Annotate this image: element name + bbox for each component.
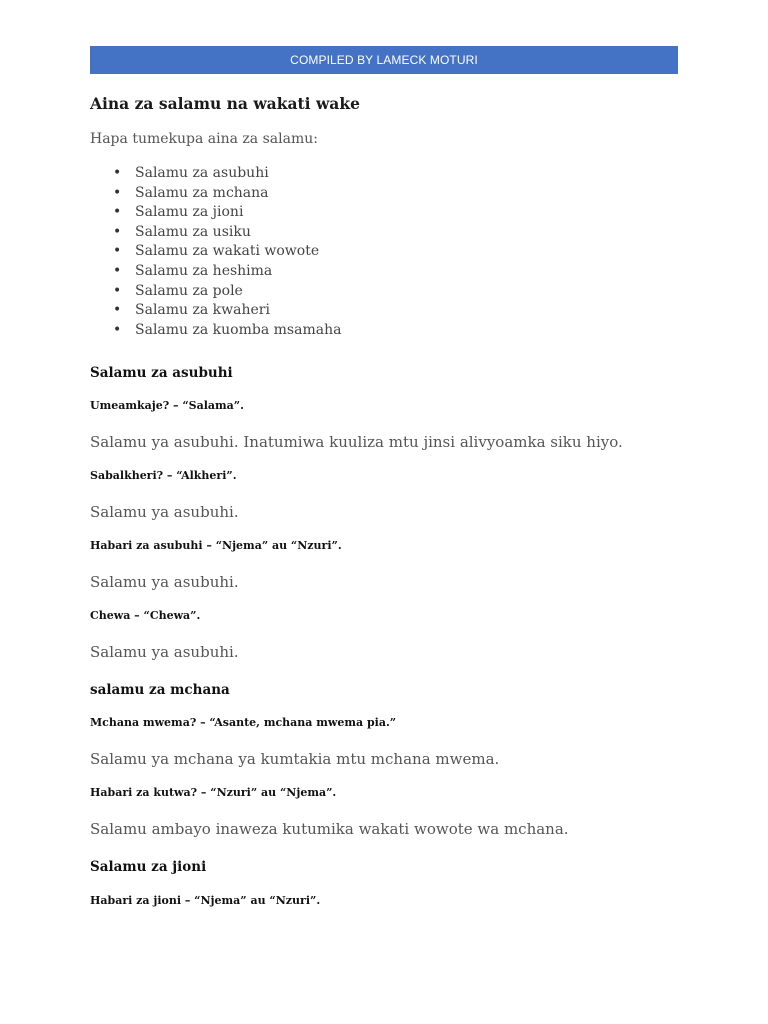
greeting-type-item bbox=[113, 262, 680, 282]
greeting-description: Salamu ya asubuhi. Inatumiwa kuuliza mtu jinsi alivyoamka siku hiyo. bbox=[90, 433, 623, 452]
section-heading: Salamu za jioni bbox=[90, 859, 207, 876]
greeting-type-item bbox=[113, 223, 680, 243]
bullet-icon: • bbox=[113, 204, 122, 221]
document-title: Aina za salamu na wakati wake bbox=[90, 94, 360, 113]
greeting-type-label: Salamu za heshima bbox=[135, 262, 273, 279]
greeting-type-label: Salamu za kwaheri bbox=[135, 302, 270, 319]
greeting-phrase: Habari za asubuhi – “Njema” au “Nzuri”. bbox=[90, 539, 342, 553]
greeting-type-item bbox=[113, 321, 680, 341]
greeting-section bbox=[90, 363, 680, 663]
greeting-description: Salamu ya mchana ya kumtakia mtu mchana mwema. bbox=[90, 750, 500, 769]
greeting-phrase: Umeamkaje? – “Salama”. bbox=[90, 399, 244, 413]
greeting-phrase: Habari za jioni – “Njema” au “Nzuri”. bbox=[90, 894, 321, 908]
greeting-description: Salamu ya asubuhi. bbox=[90, 503, 239, 522]
greeting-type-item bbox=[113, 301, 680, 321]
section-heading: Salamu za asubuhi bbox=[90, 365, 233, 382]
section-heading: salamu za mchana bbox=[90, 682, 230, 699]
greeting-type-label: Salamu za mchana bbox=[135, 184, 269, 201]
bullet-icon: • bbox=[113, 262, 122, 279]
greeting-type-item bbox=[113, 164, 680, 184]
greeting-description: Salamu ambayo inaweza kutumika wakati wowote wa mchana. bbox=[90, 820, 569, 839]
bullet-icon: • bbox=[113, 321, 122, 338]
bullet-icon: • bbox=[113, 302, 122, 319]
bullet-icon: • bbox=[113, 223, 122, 240]
document-body bbox=[90, 92, 680, 909]
greeting-phrase: Chewa – “Chewa”. bbox=[90, 609, 201, 623]
bullet-icon: • bbox=[113, 282, 122, 299]
greeting-type-item bbox=[113, 282, 680, 302]
greeting-type-label: Salamu za asubuhi bbox=[135, 165, 269, 181]
greeting-description: Salamu ya asubuhi. bbox=[90, 573, 239, 592]
greeting-type-item bbox=[113, 203, 680, 223]
greeting-type-item bbox=[113, 184, 680, 204]
bullet-icon: • bbox=[113, 184, 122, 201]
greeting-description: Salamu ya asubuhi. bbox=[90, 643, 239, 662]
greeting-type-label: Salamu za jioni bbox=[135, 204, 244, 221]
greeting-type-item bbox=[113, 242, 680, 262]
bullet-icon: • bbox=[113, 165, 122, 181]
greeting-section bbox=[90, 680, 680, 840]
greeting-type-label: Salamu za wakati wowote bbox=[135, 243, 320, 260]
bullet-icon: • bbox=[113, 243, 122, 260]
compiled-by-banner: COMPILED BY LAMECK MOTURI bbox=[90, 46, 678, 74]
greeting-type-label: Salamu za pole bbox=[135, 282, 243, 299]
greeting-types-list bbox=[90, 164, 680, 340]
greeting-sections bbox=[90, 363, 680, 909]
greeting-type-label: Salamu za usiku bbox=[135, 223, 251, 240]
intro-text: Hapa tumekupa aina za salamu: bbox=[90, 131, 318, 147]
greeting-type-label: Salamu za kuomba msamaha bbox=[135, 321, 342, 338]
greeting-phrase: Habari za kutwa? – “Nzuri” au “Njema”. bbox=[90, 786, 337, 800]
greeting-section bbox=[90, 857, 680, 909]
greeting-phrase: Sabalkheri? – “Alkheri”. bbox=[90, 469, 237, 483]
greeting-phrase: Mchana mwema? – “Asante, mchana mwema pia.” bbox=[90, 716, 397, 730]
